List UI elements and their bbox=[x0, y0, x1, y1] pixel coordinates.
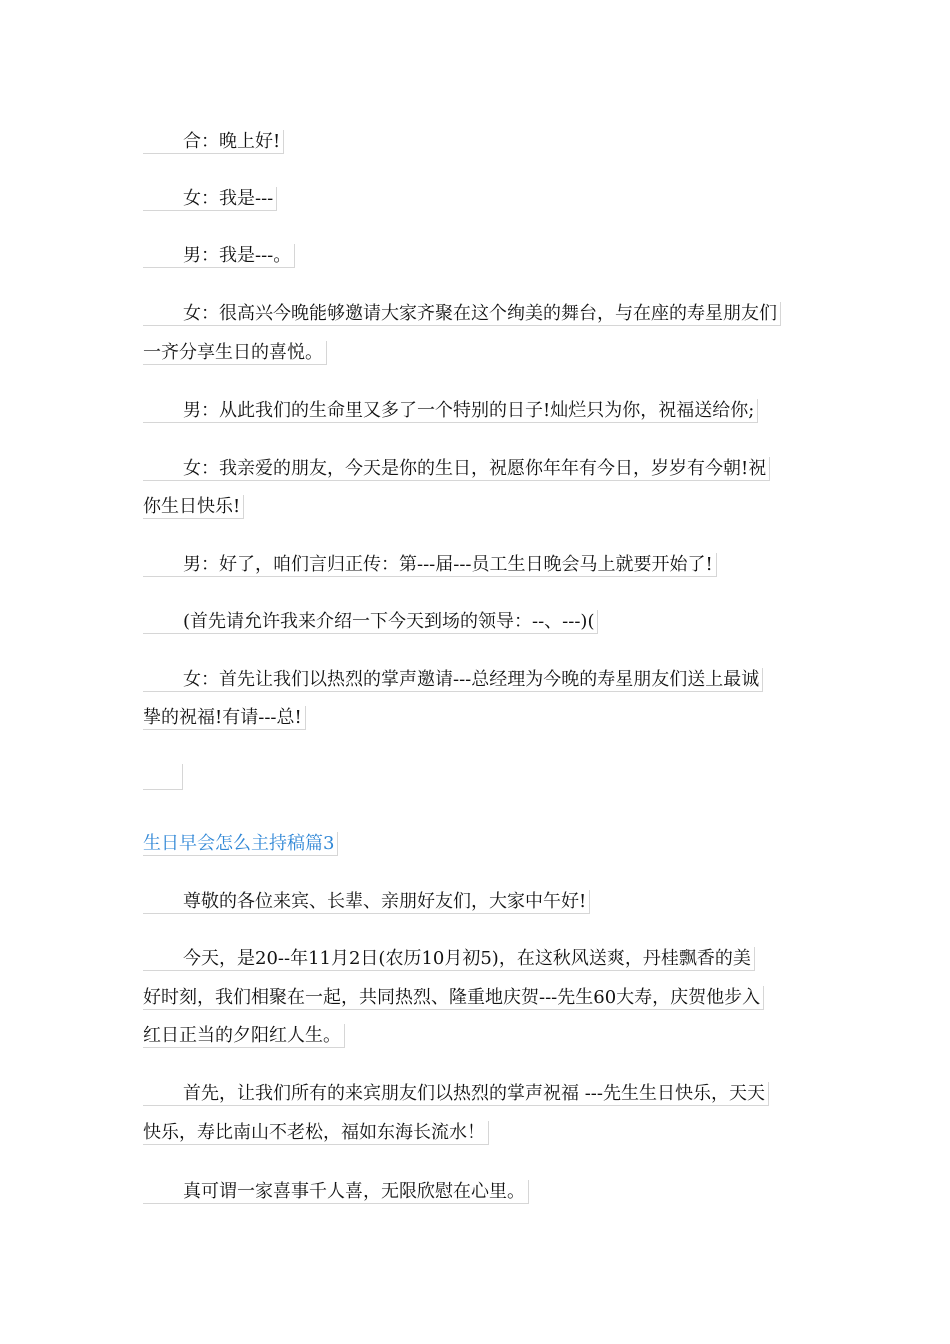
dialogue-line: 女：首先让我们以热烈的掌声邀请---总经理为今晚的寿星朋友们送上最诚 bbox=[143, 668, 763, 692]
dialogue-line: 女：我亲爱的朋友，今天是你的生日，祝愿你年年有今日，岁岁有今朝!祝 bbox=[143, 457, 770, 481]
speech-line: 快乐，寿比南山不老松，福如东海长流水！ bbox=[143, 1121, 489, 1145]
dialogue-line: 你生日快乐! bbox=[143, 495, 244, 519]
dialogue-line: 男：我是---。 bbox=[143, 244, 295, 268]
dialogue-line: (首先请允许我来介绍一下今天到场的领导：--、---)( bbox=[143, 610, 598, 634]
dialogue-line: 挚的祝福!有请---总! bbox=[143, 706, 306, 730]
section-heading: 生日早会怎么主持稿篇3 bbox=[143, 832, 338, 856]
blank-line bbox=[143, 764, 183, 790]
dialogue-line: 一齐分享生日的喜悦。 bbox=[143, 341, 327, 365]
dialogue-line: 男：好了，咱们言归正传：第---届---员工生日晚会马上就要开始了! bbox=[143, 553, 717, 577]
dialogue-line: 女：很高兴今晚能够邀请大家齐聚在这个绚美的舞台，与在座的寿星朋友们 bbox=[143, 302, 781, 326]
speech-line: 今天，是20--年11月2日(农历10月初5)，在这秋风送爽，丹桂飘香的美 bbox=[143, 947, 755, 971]
dialogue-line: 合：晚上好! bbox=[143, 130, 284, 154]
speech-line: 红日正当的夕阳红人生。 bbox=[143, 1024, 345, 1048]
speech-line: 首先，让我们所有的来宾朋友们以热烈的掌声祝福 ---先生生日快乐，天天 bbox=[143, 1082, 769, 1106]
speech-line: 好时刻，我们相聚在一起，共同热烈、隆重地庆贺---先生60大寿，庆贺他步入 bbox=[143, 986, 764, 1010]
dialogue-line: 男：从此我们的生命里又多了一个特别的日子!灿烂只为你，祝福送给你; bbox=[143, 399, 758, 423]
speech-line: 尊敬的各位来宾、长辈、亲朋好友们，大家中午好! bbox=[143, 890, 590, 914]
speech-line: 真可谓一家喜事千人喜，无限欣慰在心里。 bbox=[143, 1180, 529, 1204]
dialogue-line: 女：我是--- bbox=[143, 187, 277, 211]
